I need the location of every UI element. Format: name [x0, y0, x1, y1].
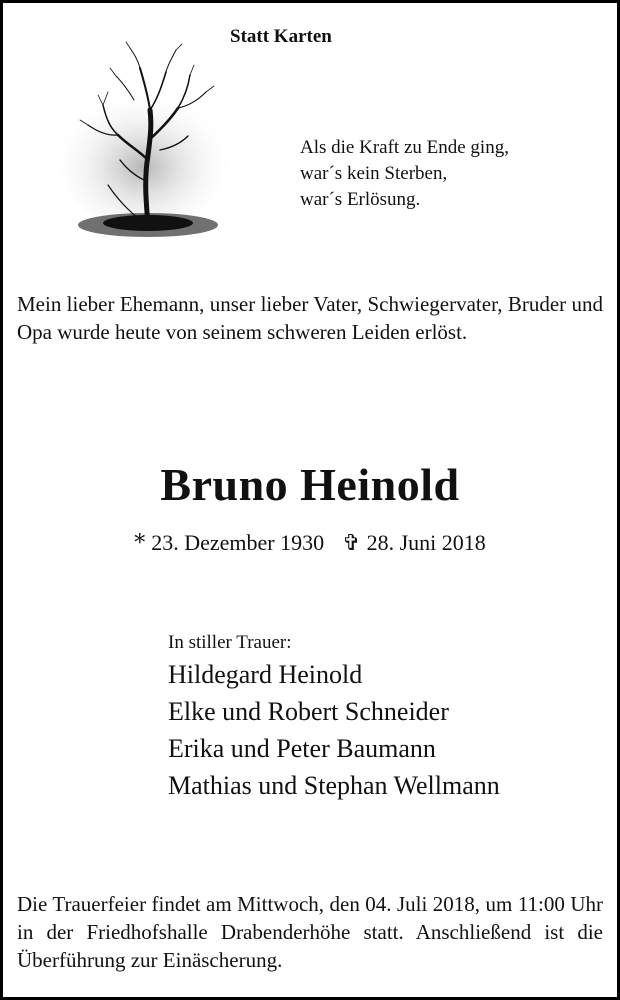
- intro-text: Mein lieber Ehemann, unser lieber Vater, Schwiegervater, Bruder und Opa wurde heute von seinem schweren Leiden erlöst.: [17, 292, 603, 344]
- poem-line: war´s Erlösung.: [300, 189, 421, 210]
- life-dates: [0, 530, 620, 556]
- mourner-name: Erika und Peter Baumann: [168, 734, 436, 763]
- mourner-name: Elke und Robert Schneider: [168, 697, 449, 726]
- poem-line: war´s kein Sterben,: [300, 163, 448, 184]
- mourner-name: Mathias und Stephan Wellmann: [168, 771, 500, 800]
- birth-date: 23. Dezember 1930: [151, 530, 325, 555]
- mourners-label: In stiller Trauer:: [168, 632, 292, 653]
- cross-icon: ✞: [342, 531, 361, 556]
- mourner-name: Hildegard Heinold: [168, 660, 363, 689]
- birth-star-icon: *: [134, 531, 146, 556]
- header-title: Statt Karten: [230, 26, 332, 47]
- deceased-name: Bruno Heinold: [160, 459, 460, 510]
- funeral-info: Die Trauerfeier findet am Mittwoch, den 04. Juli 2018, um 11:00 Uhr in der Friedhofshalle Drabenderhöhe statt. Anschließend ist die Überführung zur Einäscherung.: [17, 892, 603, 972]
- poem: [300, 135, 509, 213]
- poem-line: Als die Kraft zu Ende ging,: [300, 137, 509, 158]
- mourners: [168, 630, 500, 804]
- death-date: 28. Juni 2018: [366, 530, 486, 555]
- tree-illustration: [48, 40, 228, 245]
